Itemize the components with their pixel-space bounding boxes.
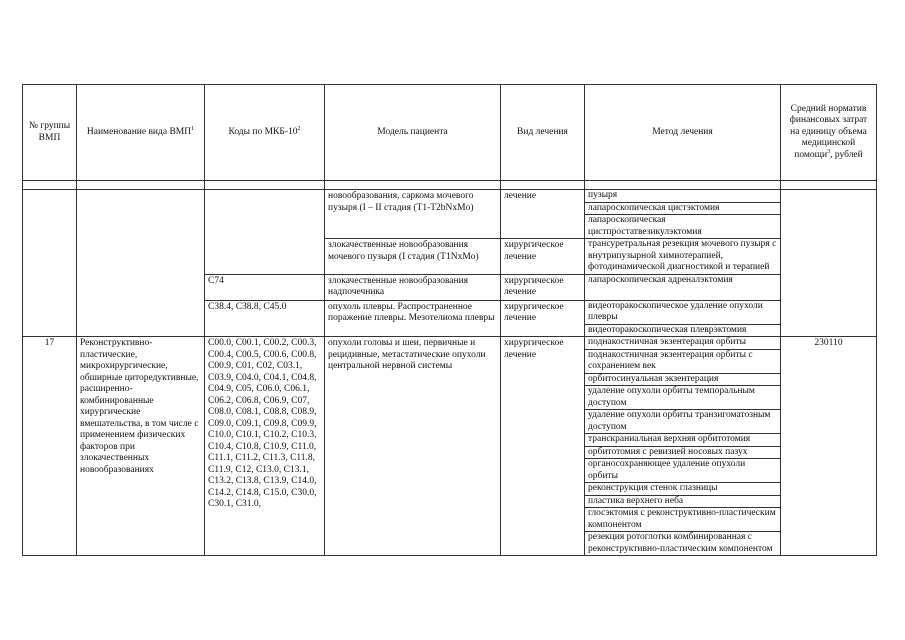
codes-cell: C74 [205, 274, 325, 300]
treatment-type-cell: хирургическое лечение [501, 239, 585, 275]
methods-cell [585, 190, 781, 239]
header-spacer-row [23, 181, 877, 190]
table-row-group-17 [23, 337, 877, 556]
methods-cell [585, 239, 781, 275]
method-item: орбитотомия с ревизией носовых пазух [585, 447, 780, 460]
method-item: лапароскопическая адреналэктомия [588, 274, 733, 285]
methods-cell [585, 274, 781, 300]
header-vmp-type: Наименование вида ВМП$^1$ [77, 85, 205, 181]
codes-cell [205, 190, 325, 275]
method-item: удаление опухоли орбиты транзигоматозным доступом [585, 410, 780, 434]
method-item: реконструкция стенок глазницы [585, 483, 780, 496]
method-item: удаление опухоли орбиты темпоральным доступом [585, 386, 780, 410]
method-item: трансуретральная резекция мочевого пузыря с внутрипузырной химиотерапией, фотодинамической диагностикой и терапией [588, 239, 777, 272]
header-patient-model: Модель пациента [325, 85, 501, 181]
method-item: лапароскопическая цистэктомия [585, 203, 780, 216]
codes-cell: C00.0, C00.1, C00.2, C00.3, C00.4, C00.5, C00.6, C00.8, C00.9, C01, C02, C03.1, C03.9, C04.0, C04.1, C04.8, C04.9, C05, C06.0, C06.1, C06.2, C06.8, C06.9, C07, C08.0, C08.1, C08.8, C08.9, C09.0, C09.1, C09.8, C09.9, C10.0, C10.1, C10.2, C10.3, C10.4, C10.8, C10.9, C11.0, C11.1, C11.2, C11.3, C11.8, C11.9, C12, C13.0, C13.1, C13.2, C13.8, C13.9, C14.0, C14.2, C14.8, C15.0, C30.0, C30.1, C31.0, [205, 337, 325, 556]
header-group-number: № группы ВМП [23, 85, 77, 181]
treatment-type-cell: хирургическое лечение [501, 274, 585, 300]
method-item: орбитосинуальная экзентерация [585, 374, 780, 387]
patient-model-cell: опухоли головы и шеи, первичные и рецидивные, метастатические опухоли центральной нервной системы [325, 337, 501, 556]
method-item: глосэктомия с реконструктивно-пластическим компонентом [585, 508, 780, 532]
group-number-cell [23, 190, 77, 337]
patient-model-cell: новообразования, саркома мочевого пузыря (I – II стадия (T1-T2bNxMo) [325, 190, 501, 239]
method-item: резекция ротоглотки комбинированная с реконструктивно-пластическим компонентом [588, 532, 773, 554]
vmp-table [22, 84, 877, 556]
vmp-type-cell [77, 190, 205, 337]
group-number-cell: 17 [23, 337, 77, 556]
table-row [23, 190, 877, 239]
method-item: пластика верхнего неба [585, 496, 780, 509]
treatment-type-cell: хирургическое лечение [501, 300, 585, 337]
vmp-type-cell: Реконструктивно-пластические, микрохирургические, обширные циторедуктивные, расширенно-комбинированные хирургические вмешательства, в том числе с применением физических факторов при злокачественных новообразованиях [77, 337, 205, 556]
patient-model-cell: злокачественные новообразования мочевого пузыря (I стадия (T1NxMo) [325, 239, 501, 275]
method-item: лапароскопическая цистпростатвезикулэктомия [588, 215, 702, 237]
method-item: видеоторакоскопическое удаление опухоли плевры [585, 301, 780, 325]
header-icd-codes: Коды по МКБ-$10^2$ [205, 85, 325, 181]
header-average-cost: Средний норматив финансовых затрат на единицу объема медицинской помощи$^3$, рублей [781, 85, 877, 181]
treatment-type-cell: лечение [501, 190, 585, 239]
header-treatment-method: Метод лечения [585, 85, 781, 181]
methods-cell [585, 300, 781, 337]
method-item: поднакостничная экзентерация орбиты с сохранением век [585, 350, 780, 374]
table-header-row [23, 85, 877, 181]
method-item: поднакостничная экзентерация орбиты [585, 337, 780, 350]
cost-cell: 230110 [781, 337, 877, 556]
method-item: транскраниальная верхняя орбитотомия [585, 434, 780, 447]
method-item: пузыря [585, 190, 780, 203]
codes-cell: C38.4, C38.8, C45.0 [205, 300, 325, 337]
treatment-type-cell: хирургическое лечение [501, 337, 585, 556]
methods-cell [585, 337, 781, 556]
cost-cell [781, 190, 877, 337]
method-item: органосохраняющее удаление опухоли орбиты [585, 459, 780, 483]
patient-model-cell: опухоль плевры. Распространенное поражение плевры. Мезотелиома плевры [325, 300, 501, 337]
header-treatment-type: Вид лечения [501, 85, 585, 181]
patient-model-cell: злокачественные новообразования надпочечника [325, 274, 501, 300]
method-item: видеоторакоскопическая плеврэктомия [588, 324, 747, 335]
